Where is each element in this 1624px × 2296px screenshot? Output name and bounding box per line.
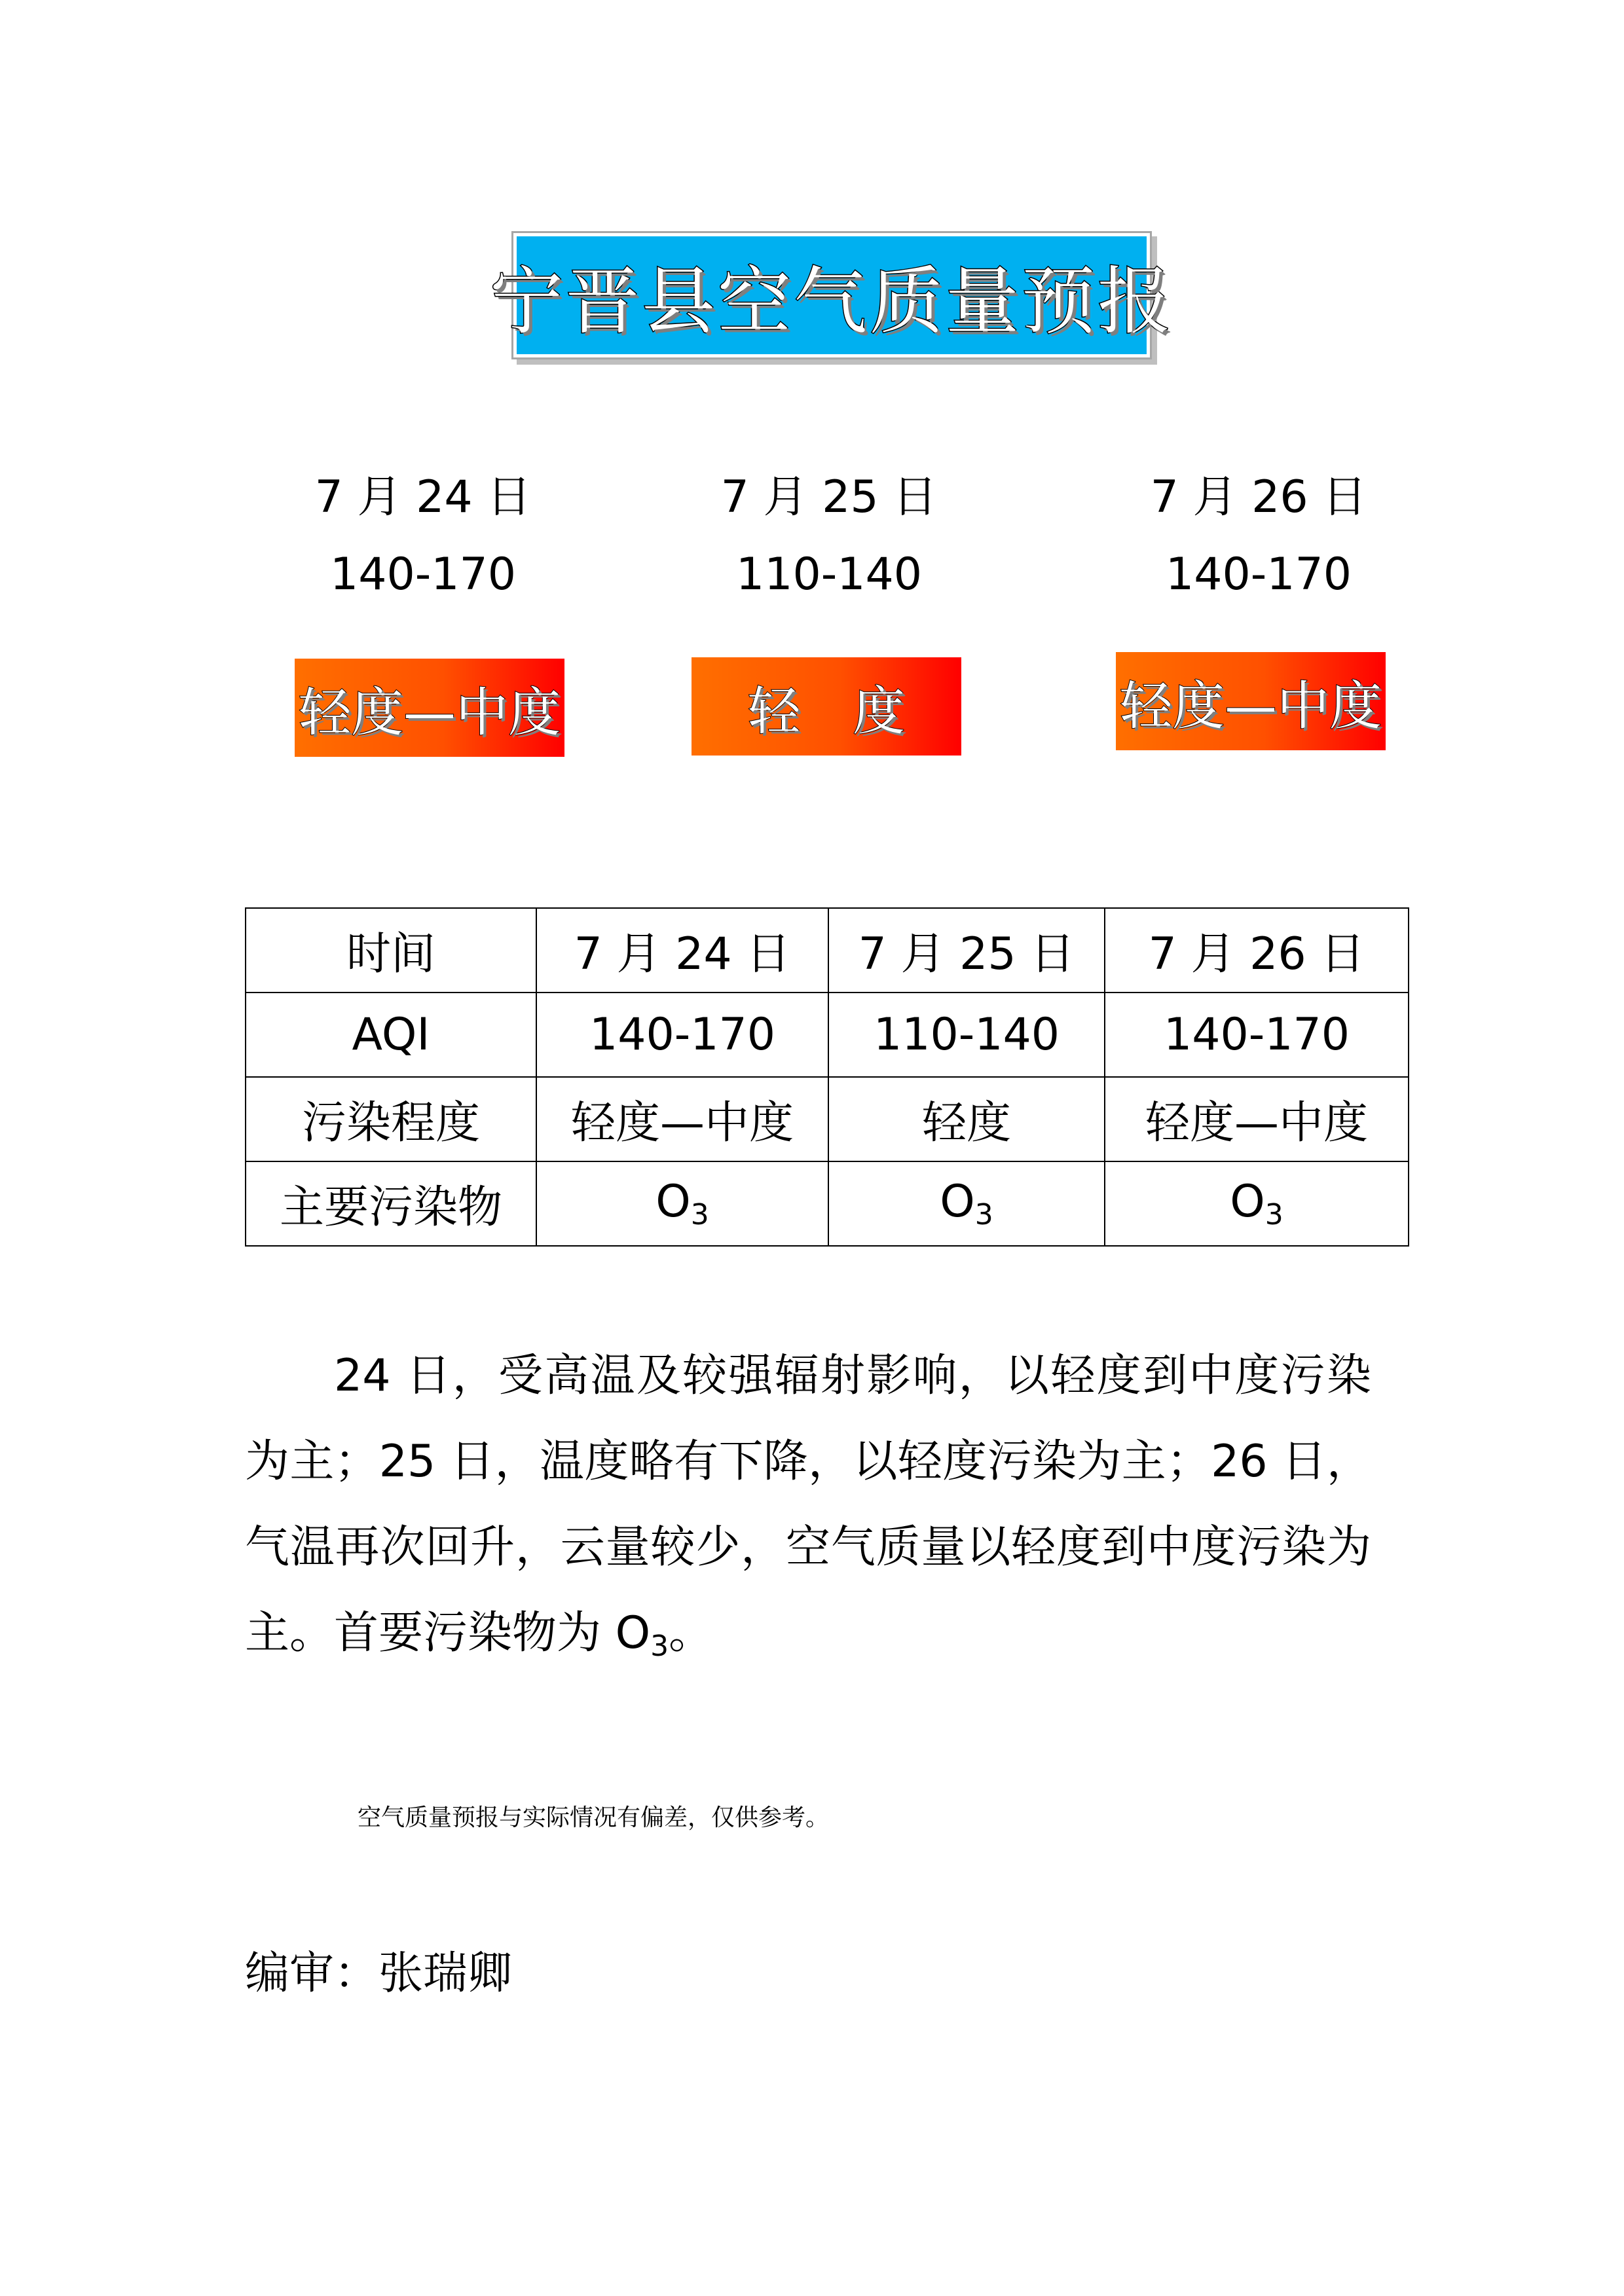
description-text: 24 日，受高温及较强辐射影响，以轻度到中度污染为主；25 日，温度略有下降，以轻度污染为主；26 日，气温再次回升，云量较少，空气质量以轻度到中度污染为主。首要污染物为 O	[245, 1350, 1371, 1659]
forecast-date-1: 7 月 24 日	[314, 471, 532, 523]
forecast-date-3: 7 月 26 日	[1150, 471, 1367, 523]
page-title: 宁晋县空气质量预报	[490, 259, 1173, 344]
disclaimer-note: 空气质量预报与实际情况有偏差，仅供参考。	[358, 1804, 830, 1831]
level-badge-label: 轻度—中度	[1120, 675, 1382, 737]
table-cell	[828, 1161, 1105, 1246]
table-row	[246, 908, 1409, 993]
description-subscript: 3	[650, 1630, 669, 1663]
table-cell: 轻度—中度	[1105, 1077, 1409, 1161]
level-badge-2	[692, 657, 961, 756]
level-badge-3	[1116, 652, 1386, 750]
editor-credit: 编审：张瑞卿	[245, 1948, 513, 1999]
level-badge-label: 轻度—中度	[299, 682, 561, 743]
row-label-aqi: AQI	[246, 993, 536, 1077]
pollutant-symbol: O	[940, 1176, 975, 1228]
table-cell	[536, 1161, 828, 1246]
table-cell: 轻度	[828, 1077, 1105, 1161]
forecast-table	[245, 907, 1409, 1247]
table-cell: 140-170	[1105, 993, 1409, 1077]
forecast-description	[245, 1333, 1371, 1689]
table-row	[246, 1077, 1409, 1161]
forecast-aqi-3: 140-170	[1165, 549, 1352, 600]
pollutant-symbol: O	[655, 1176, 691, 1228]
table-header-time: 时间	[246, 908, 536, 993]
pollutant-subscript: 3	[690, 1198, 709, 1231]
forecast-aqi-2: 110-140	[735, 549, 923, 600]
pollutant-symbol: O	[1230, 1176, 1265, 1228]
table-cell: 轻度—中度	[536, 1077, 828, 1161]
table-header-date: 7 月 26 日	[1105, 908, 1409, 993]
row-label-level: 污染程度	[246, 1077, 536, 1161]
table-row	[246, 1161, 1409, 1246]
table-cell: 110-140	[828, 993, 1105, 1077]
level-badge-1	[295, 659, 564, 757]
forecast-date-2: 7 月 25 日	[720, 471, 938, 523]
table-cell	[1105, 1161, 1409, 1246]
description-end: 。	[669, 1607, 714, 1659]
pollutant-subscript: 3	[1264, 1198, 1283, 1231]
title-banner	[490, 233, 1173, 357]
level-badge-label: 轻 度	[748, 680, 905, 742]
table-cell: 140-170	[536, 993, 828, 1077]
table-header-date: 7 月 24 日	[536, 908, 828, 993]
pollutant-subscript: 3	[974, 1198, 993, 1231]
table-header-date: 7 月 25 日	[828, 908, 1105, 993]
row-label-pollutant: 主要污染物	[246, 1161, 536, 1246]
table-row	[246, 993, 1409, 1077]
forecast-aqi-1: 140-170	[329, 549, 517, 600]
